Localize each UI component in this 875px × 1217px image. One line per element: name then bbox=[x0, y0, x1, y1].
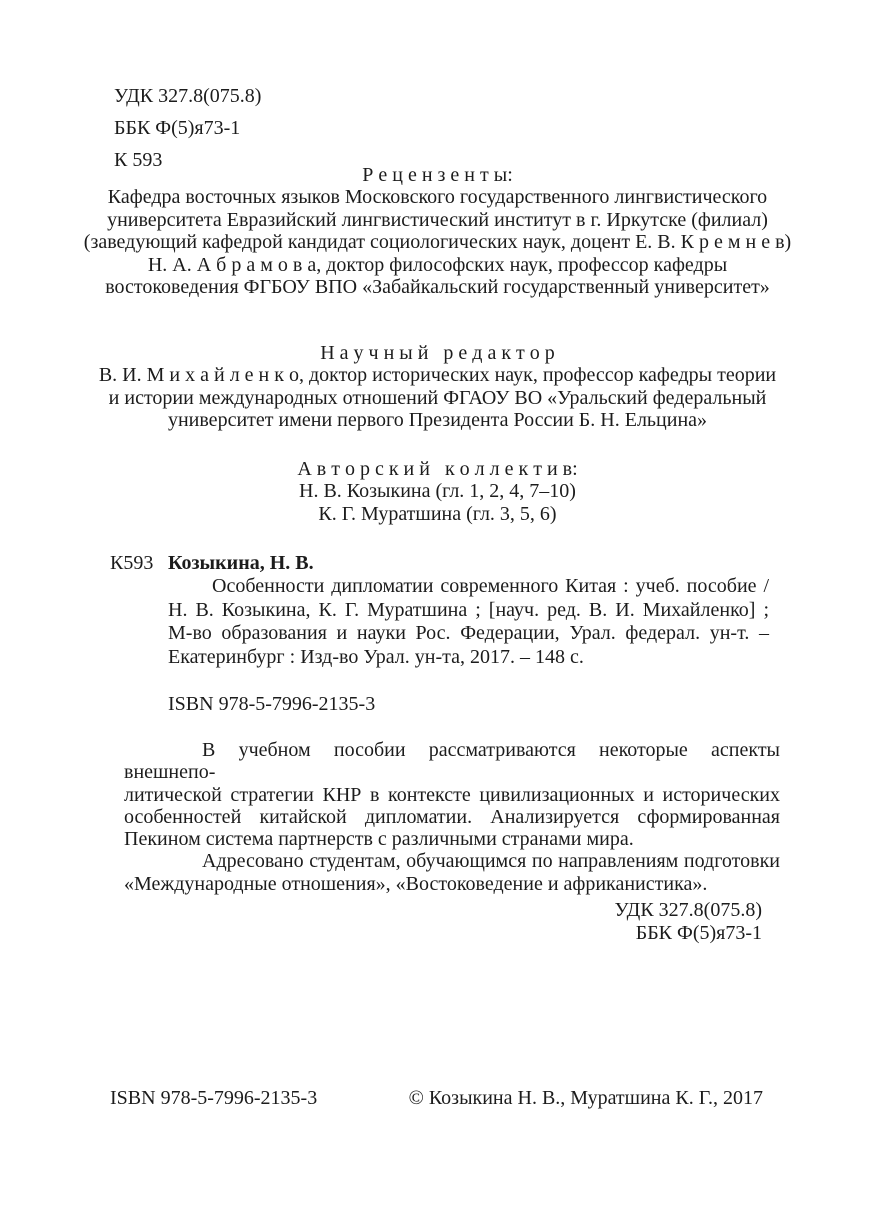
annotation-paragraph bbox=[124, 739, 780, 850]
catalog-code: К593 bbox=[110, 552, 154, 574]
reviewers-line: университета Евразийский лингвистический институт в г. Иркутске (филиал) bbox=[107, 208, 768, 231]
footer-isbn: ISBN 978-5-7996-2135-3 bbox=[110, 1087, 318, 1109]
catalog-line: Особенности дипломатии современного Китая : учеб. пособие / bbox=[212, 575, 769, 598]
udc-code-right: УДК 327.8(075.8) bbox=[614, 899, 762, 921]
reviewers-line: Кафедра восточных языков Московского государственного лингвистического bbox=[107, 186, 768, 209]
catalog-line: М-во образования и науки Рос. Федерации, Урал. федерал. ун-т. – bbox=[168, 622, 769, 645]
reviewers-block bbox=[0, 164, 875, 298]
catalog-author: Козыкина, Н. В. bbox=[168, 552, 314, 574]
author-team-line: К. Г. Муратшина (гл. 3, 5, 6) bbox=[318, 502, 557, 525]
annotation-line: «Международные отношения», «Востоковедение и африканистика». bbox=[124, 872, 708, 895]
science-editor-block bbox=[0, 342, 875, 432]
annotation-line: литической стратегии КНР в контексте цивилизационных и исторических bbox=[124, 783, 780, 806]
footer-line bbox=[110, 1087, 763, 1110]
bottom-codes-block bbox=[615, 899, 762, 944]
science-editor-line: и истории международных отношений ФГАОУ ВО «Уральский федеральный bbox=[108, 386, 767, 409]
footer-copyright: © Козыкина Н. В., Муратшина К. Г., 2017 bbox=[408, 1087, 763, 1109]
top-codes-block bbox=[114, 80, 261, 176]
annotation-block bbox=[124, 739, 780, 895]
author-mark: К 593 bbox=[114, 149, 163, 171]
bbk-code: ББК Ф(5)я73-1 bbox=[114, 117, 241, 139]
catalog-line: Екатеринбург : Изд-во Урал. ун-та, 2017. – 148 с. bbox=[168, 645, 584, 668]
reviewers-line: востоковедения ФГБОУ ВПО «Забайкальский государственный университет» bbox=[105, 276, 770, 299]
bbk-code-right: ББК Ф(5)я73-1 bbox=[635, 921, 762, 944]
science-editor-line: В. И. М и х а й л е н к о, доктор исторических наук, профессор кафедры теории bbox=[98, 364, 777, 387]
catalog-isbn: ISBN 978-5-7996-2135-3 bbox=[168, 693, 376, 715]
annotation-line: Адресовано студентам, обучающимся по направлениям подготовки bbox=[202, 850, 780, 873]
annotation-line: Пекином система партнерств с различными странами мира. bbox=[124, 828, 634, 851]
author-team-heading: А в т о р с к и й к о л л е к т и в: bbox=[297, 458, 578, 480]
catalog-entry-block bbox=[168, 552, 769, 669]
reviewers-line: (заведующий кафедрой кандидат социологических наук, доцент Е. В. К р е м н е в) bbox=[83, 231, 792, 254]
reviewers-heading: Р е ц е н з е н т ы: bbox=[362, 164, 513, 186]
author-team-block bbox=[0, 458, 875, 525]
annotation-paragraph bbox=[124, 850, 780, 895]
udc-code: УДК 327.8(075.8) bbox=[114, 85, 262, 107]
science-editor-heading: Н а у ч н ы й р е д а к т о р bbox=[320, 342, 555, 364]
author-team-line: Н. В. Козыкина (гл. 1, 2, 4, 7–10) bbox=[299, 480, 576, 503]
reviewers-line: Н. А. А б р а м о в а, доктор философских наук, профессор кафедры bbox=[147, 253, 728, 276]
science-editor-line: университет имени первого Президента России Б. Н. Ельцина» bbox=[167, 409, 708, 432]
annotation-line: В учебном пособии рассматриваются некоторые аспекты внешнепо- bbox=[124, 739, 780, 784]
annotation-line: особенностей китайской дипломатии. Анализируется сформированная bbox=[124, 805, 780, 828]
catalog-line: Н. В. Козыкина, К. Г. Муратшина ; [науч. ред. В. И. Михайленко] ; bbox=[168, 598, 769, 621]
